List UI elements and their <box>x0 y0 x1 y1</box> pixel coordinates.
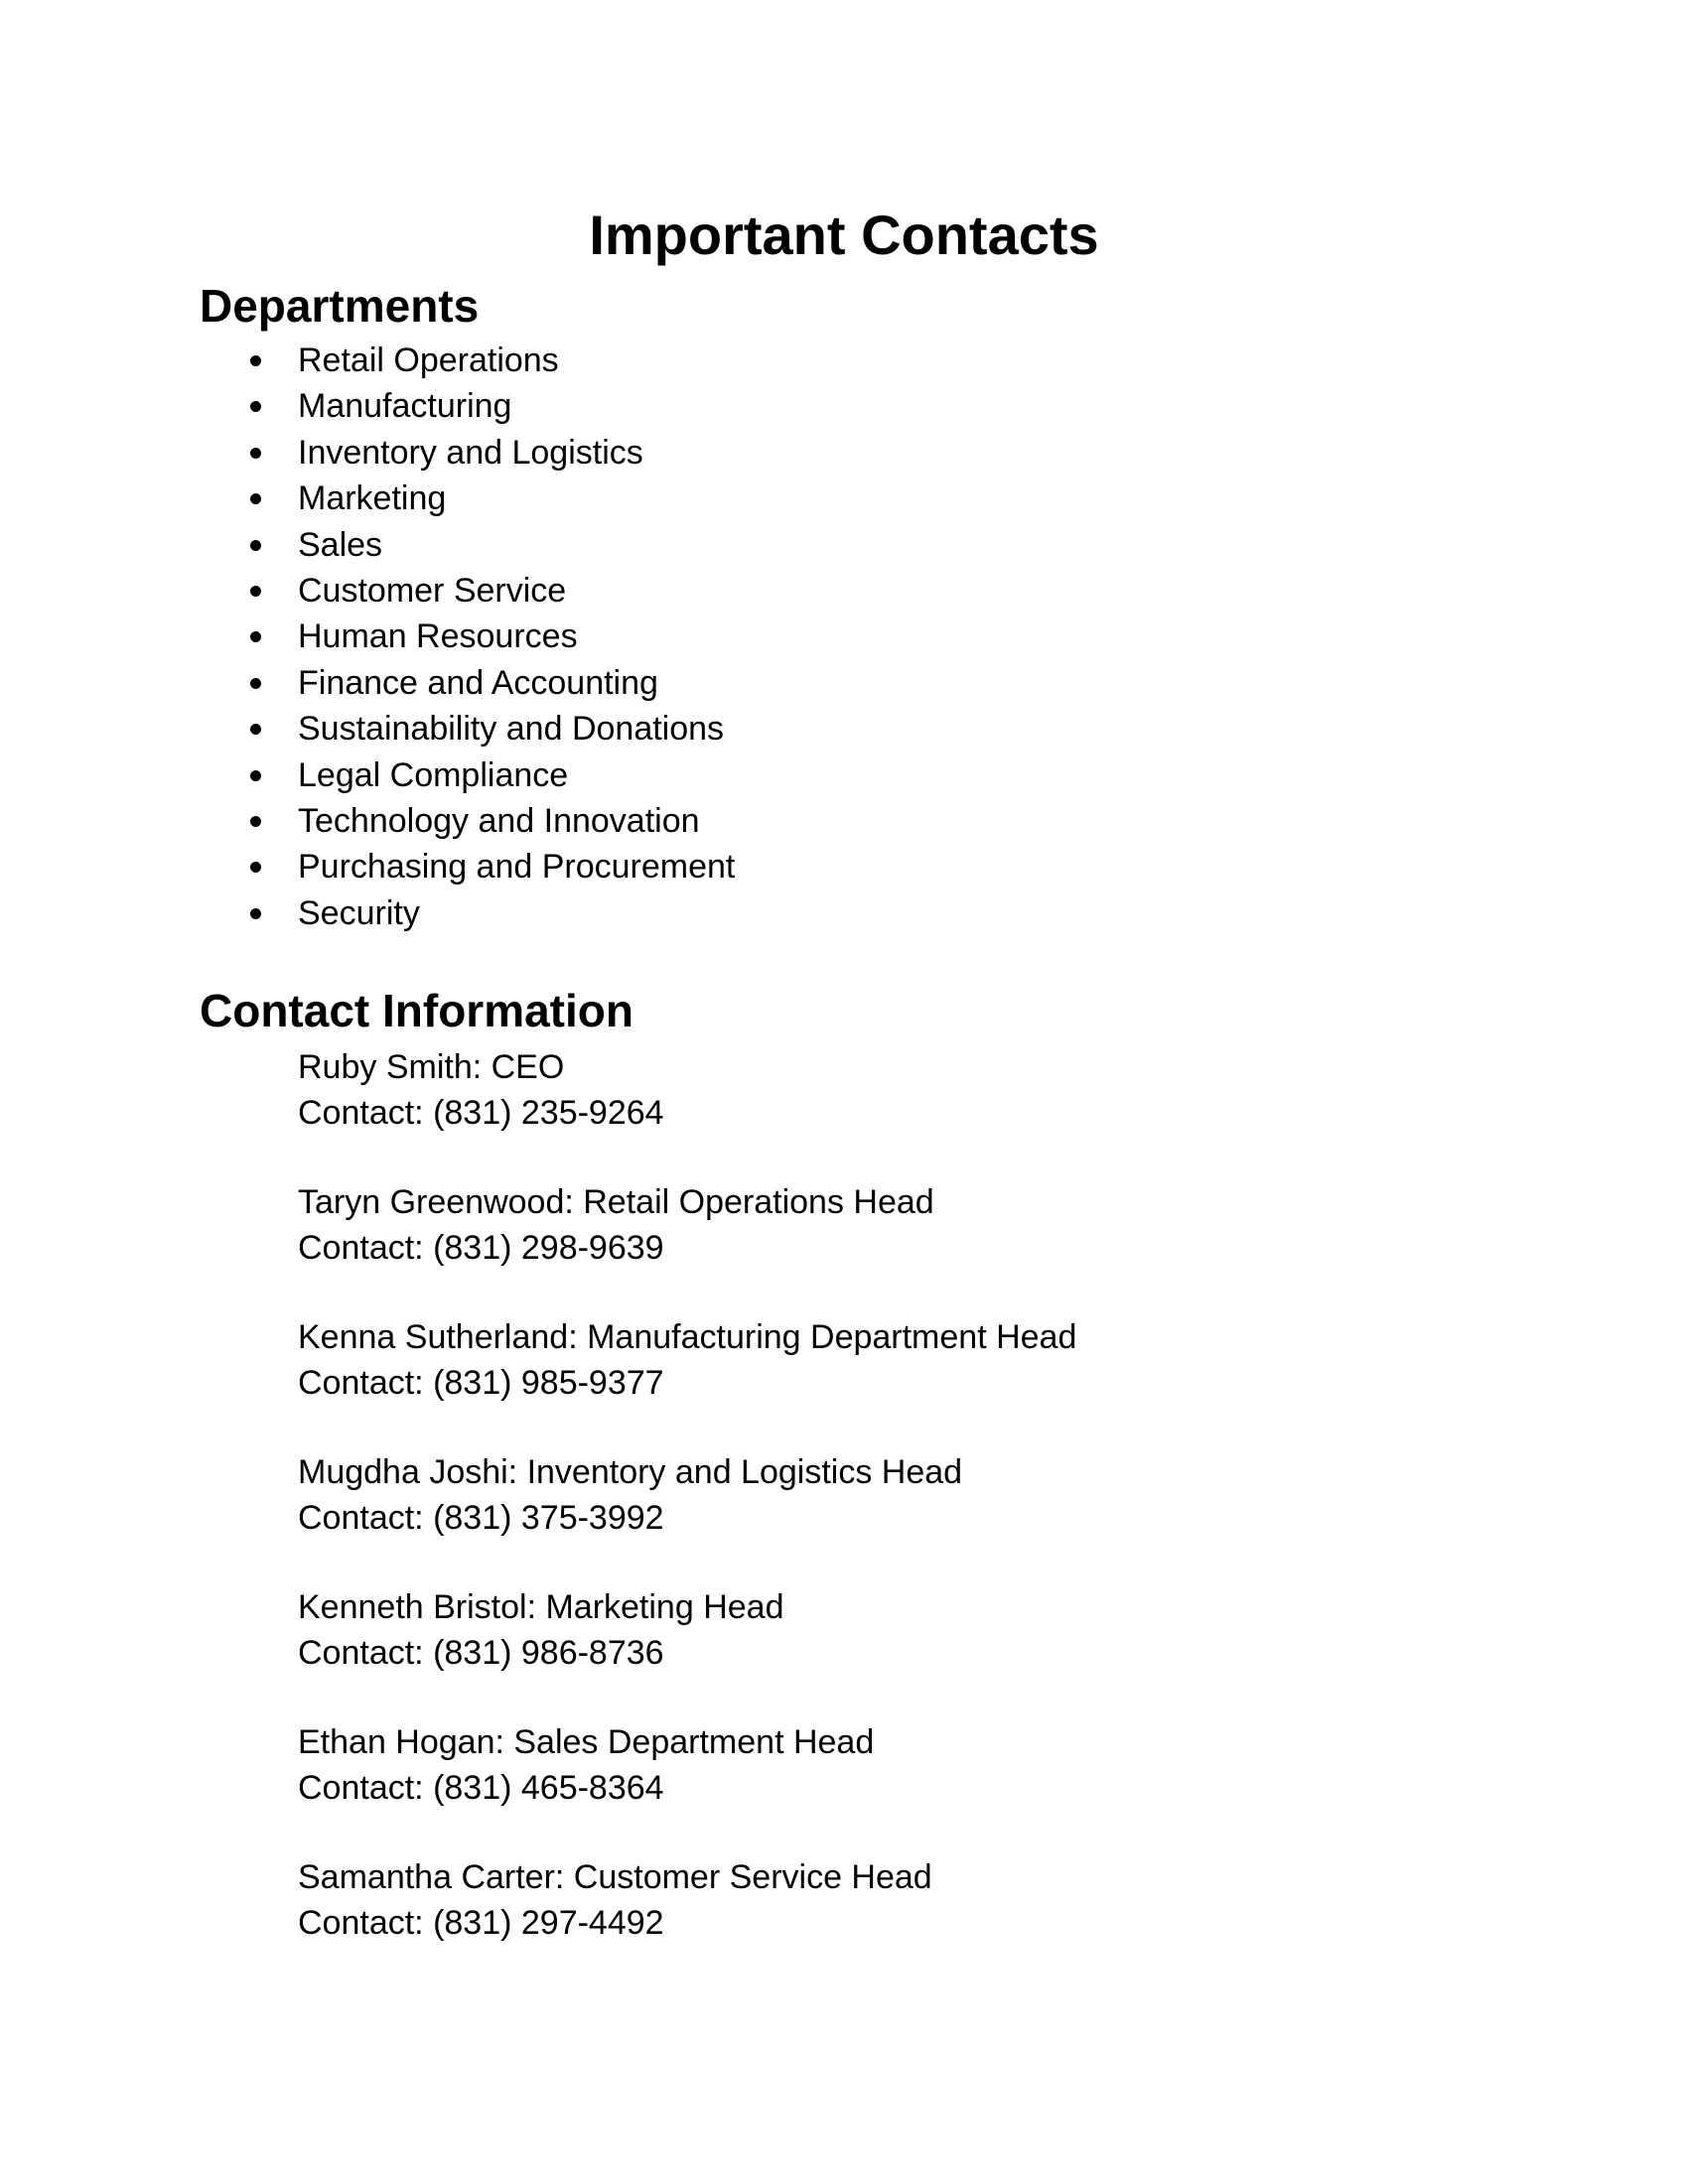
bullet-icon <box>250 586 261 597</box>
department-label: Retail Operations <box>298 341 559 379</box>
contact-name-role: Ethan Hogan: Sales Department Head <box>298 1723 875 1761</box>
contact-name-role: Mugdha Joshi: Inventory and Logistics Head <box>298 1453 963 1491</box>
bullet-icon <box>250 724 261 735</box>
contact-phone: Contact: (831) 298-9639 <box>298 1229 664 1267</box>
page-title: Important Contacts <box>589 204 1099 266</box>
list-item <box>0 430 735 476</box>
contact-entry <box>298 1854 1076 1989</box>
department-label: Legal Compliance <box>298 755 569 794</box>
bullet-icon <box>250 540 261 551</box>
list-item <box>0 383 735 429</box>
contact-phone: Contact: (831) 375-3992 <box>298 1499 664 1537</box>
list-item <box>0 522 735 568</box>
list-item <box>0 798 735 844</box>
contact-phone: Contact: (831) 465-8364 <box>298 1769 664 1807</box>
contact-entry <box>298 1584 1076 1719</box>
departments-list <box>0 338 735 936</box>
contact-entry <box>298 1314 1076 1449</box>
list-item <box>0 338 735 383</box>
bullet-icon <box>250 631 261 642</box>
contact-entry <box>298 1044 1076 1179</box>
bullet-icon <box>250 862 261 873</box>
contact-name-role: Ruby Smith: CEO <box>298 1048 565 1086</box>
contact-information-heading: Contact Information <box>200 985 633 1036</box>
contact-entry <box>298 1449 1076 1584</box>
contact-name-role: Taryn Greenwood: Retail Operations Head <box>298 1183 934 1221</box>
bullet-icon <box>250 678 261 689</box>
department-label: Sustainability and Donations <box>298 710 725 749</box>
contact-entry <box>298 1719 1076 1854</box>
contact-name-role: Kenneth Bristol: Marketing Head <box>298 1588 784 1626</box>
contact-phone: Contact: (831) 297-4492 <box>298 1904 664 1942</box>
department-label: Technology and Innovation <box>298 801 700 840</box>
contact-phone: Contact: (831) 986-8736 <box>298 1634 664 1672</box>
list-item <box>0 614 735 659</box>
contact-name-role: Samantha Carter: Customer Service Head <box>298 1858 932 1896</box>
department-label: Marketing <box>298 479 447 518</box>
department-label: Purchasing and Procurement <box>298 848 736 887</box>
list-item <box>0 660 735 706</box>
bullet-icon <box>250 355 261 366</box>
list-item <box>0 706 735 751</box>
departments-heading: Departments <box>200 280 480 332</box>
list-item <box>0 568 735 614</box>
contact-list <box>298 1044 1076 1989</box>
contact-name-role: Kenna Sutherland: Manufacturing Department Head <box>298 1318 1077 1356</box>
list-item <box>0 844 735 889</box>
department-label: Sales <box>298 525 383 564</box>
department-label: Inventory and Logistics <box>298 433 643 472</box>
list-item <box>0 476 735 521</box>
department-label: Security <box>298 893 420 932</box>
department-label: Human Resources <box>298 617 578 656</box>
department-label: Finance and Accounting <box>298 663 658 702</box>
list-item <box>0 890 735 936</box>
bullet-icon <box>250 493 261 504</box>
bullet-icon <box>250 401 261 412</box>
bullet-icon <box>250 816 261 827</box>
bullet-icon <box>250 448 261 459</box>
bullet-icon <box>250 908 261 919</box>
bullet-icon <box>250 770 261 781</box>
department-label: Manufacturing <box>298 387 512 426</box>
department-label: Customer Service <box>298 571 567 610</box>
contact-entry <box>298 1179 1076 1314</box>
list-item <box>0 752 735 798</box>
contact-phone: Contact: (831) 235-9264 <box>298 1094 664 1132</box>
contact-phone: Contact: (831) 985-9377 <box>298 1364 664 1402</box>
